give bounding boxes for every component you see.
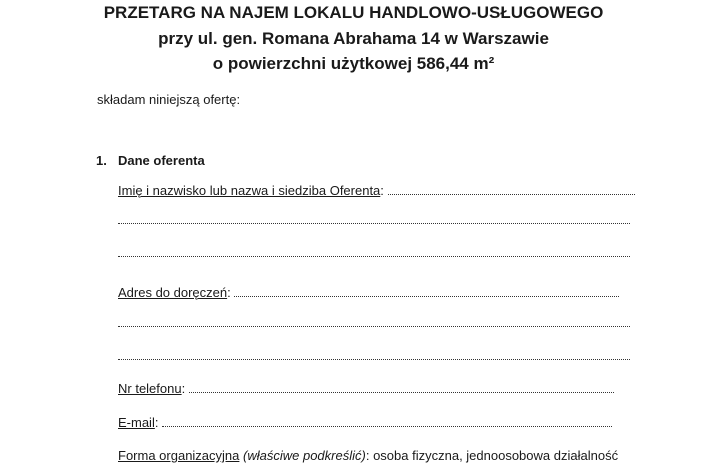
form-organization-label: Forma organizacyjna — [118, 448, 240, 463]
phone-field — [118, 381, 614, 396]
address-input-line[interactable] — [234, 295, 619, 297]
form-organization-line — [118, 448, 630, 463]
colon: : — [181, 381, 186, 396]
oferent-name-field — [118, 183, 635, 198]
address-input-line-3[interactable] — [118, 358, 630, 360]
phone-label: Nr telefonu — [118, 381, 182, 396]
colon: : — [227, 285, 231, 300]
oferent-name-input-line[interactable] — [388, 193, 635, 195]
colon: : — [154, 415, 159, 430]
email-field — [118, 415, 612, 430]
form-organization-hint: (właściwe podkreślić) — [243, 448, 366, 463]
oferent-name-label: Imię i nazwisko lub nazwa i siedziba Oferenta — [118, 183, 381, 198]
document-subtitle-area: o powierzchni użytkowej 586,44 m² — [212, 54, 495, 73]
phone-input-line[interactable] — [189, 391, 614, 393]
email-label: E-mail — [118, 415, 155, 430]
section-title: Dane oferenta — [118, 153, 205, 168]
oferent-name-input-line-3[interactable] — [118, 255, 630, 257]
colon: : — [380, 183, 384, 198]
oferent-name-input-line-2[interactable] — [118, 222, 630, 224]
address-field — [118, 285, 619, 300]
document-title: PRZETARG NA NAJEM LOKALU HANDLOWO-USŁUGOWEGO — [103, 3, 604, 22]
email-input-line[interactable] — [162, 425, 612, 427]
document-subtitle-address: przy ul. gen. Romana Abrahama 14 w Warszawie — [158, 29, 549, 48]
section-heading — [96, 153, 205, 168]
intro-text: składam niniejszą ofertę: — [97, 92, 241, 107]
address-input-line-2[interactable] — [118, 325, 630, 327]
address-label: Adres do doręczeń — [118, 285, 228, 300]
colon: : — [365, 448, 370, 463]
section-number: 1. — [96, 153, 107, 168]
form-organization-options[interactable]: osoba fizyczna, jednoosobowa działalność — [373, 448, 619, 463]
